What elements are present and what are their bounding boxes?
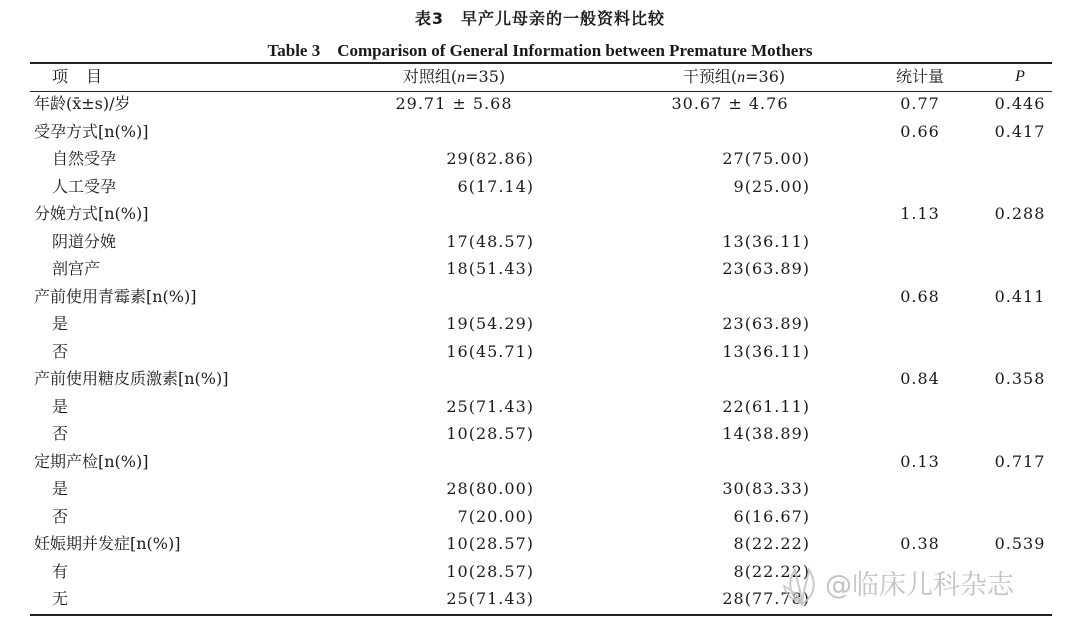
control-value: 25(71.43) — [446, 589, 534, 608]
table-row — [0, 503, 1080, 530]
table-row — [0, 283, 1080, 310]
header-intervention-group: 干预组(n=36) — [682, 67, 786, 86]
statistic-value: 0.68 — [900, 286, 940, 306]
row-label: 剖宫产 — [52, 259, 101, 278]
control-value: 18(51.43) — [446, 259, 534, 278]
intervention-value: 13(36.11) — [722, 231, 810, 251]
control-value: 10(28.57) — [446, 534, 534, 553]
table-row — [0, 393, 1080, 420]
p-value: 0.539 — [994, 534, 1046, 553]
table-row — [0, 530, 1080, 557]
table-row — [0, 90, 1080, 117]
table-row — [0, 475, 1080, 502]
control-value: 28(80.00) — [446, 479, 534, 498]
row-label: 是 — [52, 314, 69, 333]
intervention-value: 28(77.78) — [722, 589, 810, 608]
p-value: 0.358 — [994, 369, 1046, 388]
statistic-value: 0.84 — [900, 369, 940, 388]
intervention-value: 30.67 ± 4.76 — [671, 94, 789, 113]
control-value: 6(17.14) — [457, 176, 534, 196]
header-control-group: 对照组(n=35) — [402, 67, 506, 86]
control-value: 29.71 ± 5.68 — [395, 94, 513, 113]
table-row — [0, 338, 1080, 365]
row-label: 分娩方式[n(%)] — [34, 204, 149, 223]
table-row — [0, 420, 1080, 447]
row-label: 阴道分娩 — [52, 231, 117, 251]
statistic-value: 0.66 — [900, 121, 940, 141]
control-value: 29(82.86) — [446, 149, 534, 168]
intervention-value: 30(83.33) — [722, 479, 810, 498]
header-item: 项目 — [52, 67, 121, 86]
row-label: 年龄(x̄±s)/岁 — [34, 94, 131, 113]
p-value: 0.288 — [994, 204, 1046, 223]
row-label: 否 — [52, 506, 69, 526]
row-label: 否 — [52, 424, 69, 443]
table-row — [0, 448, 1080, 475]
row-label: 自然受孕 — [52, 149, 117, 168]
statistic-value: 1.13 — [900, 204, 940, 223]
table-row — [0, 255, 1080, 282]
leaf-logo-icon — [783, 566, 821, 606]
table-title-english: Table 3 Comparison of General Information between Premature Mothers — [267, 41, 813, 60]
row-label: 人工受孕 — [52, 176, 117, 196]
row-label: 无 — [52, 589, 69, 608]
statistic-value: 0.13 — [900, 451, 940, 471]
intervention-value: 13(36.11) — [722, 341, 810, 361]
intervention-value: 23(63.89) — [722, 314, 810, 333]
p-value: 0.417 — [994, 121, 1046, 141]
watermark — [783, 563, 1073, 609]
control-value: 10(28.57) — [446, 424, 534, 443]
intervention-value: 22(61.11) — [722, 396, 810, 416]
row-label: 是 — [52, 479, 69, 498]
table-row — [0, 365, 1080, 392]
header-p-value: P — [1015, 68, 1025, 85]
row-label: 妊娠期并发症[n(%)] — [34, 534, 181, 553]
intervention-value: 9(25.00) — [733, 176, 810, 196]
control-value: 25(71.43) — [446, 396, 534, 416]
row-label: 受孕方式[n(%)] — [34, 121, 149, 141]
intervention-value: 23(63.89) — [722, 259, 810, 278]
statistic-value: 0.38 — [900, 534, 940, 553]
table-row — [0, 173, 1080, 200]
table-row — [0, 200, 1080, 227]
row-label: 有 — [52, 561, 69, 581]
control-value: 19(54.29) — [446, 314, 534, 333]
control-value: 10(28.57) — [446, 561, 534, 581]
table-top-rule — [30, 62, 1052, 64]
control-value: 7(20.00) — [457, 506, 534, 526]
watermark-text: @临床儿科杂志 — [825, 570, 1014, 601]
table-bottom-rule — [30, 614, 1052, 616]
table-title-chinese: 表3 早产儿母亲的一般资料比较 — [414, 9, 666, 28]
intervention-value: 8(22.22) — [733, 561, 810, 581]
row-label: 产前使用青霉素[n(%)] — [34, 286, 197, 306]
intervention-value: 27(75.00) — [722, 149, 810, 168]
intervention-value: 8(22.22) — [733, 534, 810, 553]
row-label: 定期产检[n(%)] — [34, 451, 149, 471]
intervention-value: 14(38.89) — [722, 424, 810, 443]
p-value: 0.411 — [994, 286, 1046, 306]
statistic-value: 0.77 — [900, 94, 940, 113]
header-statistic: 统计量 — [895, 67, 944, 86]
table-row — [0, 145, 1080, 172]
intervention-value: 6(16.67) — [733, 506, 810, 526]
control-value: 16(45.71) — [446, 341, 534, 361]
p-value: 0.446 — [994, 94, 1046, 113]
row-label: 是 — [52, 396, 69, 416]
table-row — [0, 118, 1080, 145]
p-value: 0.717 — [994, 451, 1046, 471]
control-value: 17(48.57) — [446, 231, 534, 251]
table-row — [0, 228, 1080, 255]
table-row — [0, 310, 1080, 337]
row-label: 产前使用糖皮质激素[n(%)] — [34, 369, 229, 388]
row-label: 否 — [52, 341, 69, 361]
